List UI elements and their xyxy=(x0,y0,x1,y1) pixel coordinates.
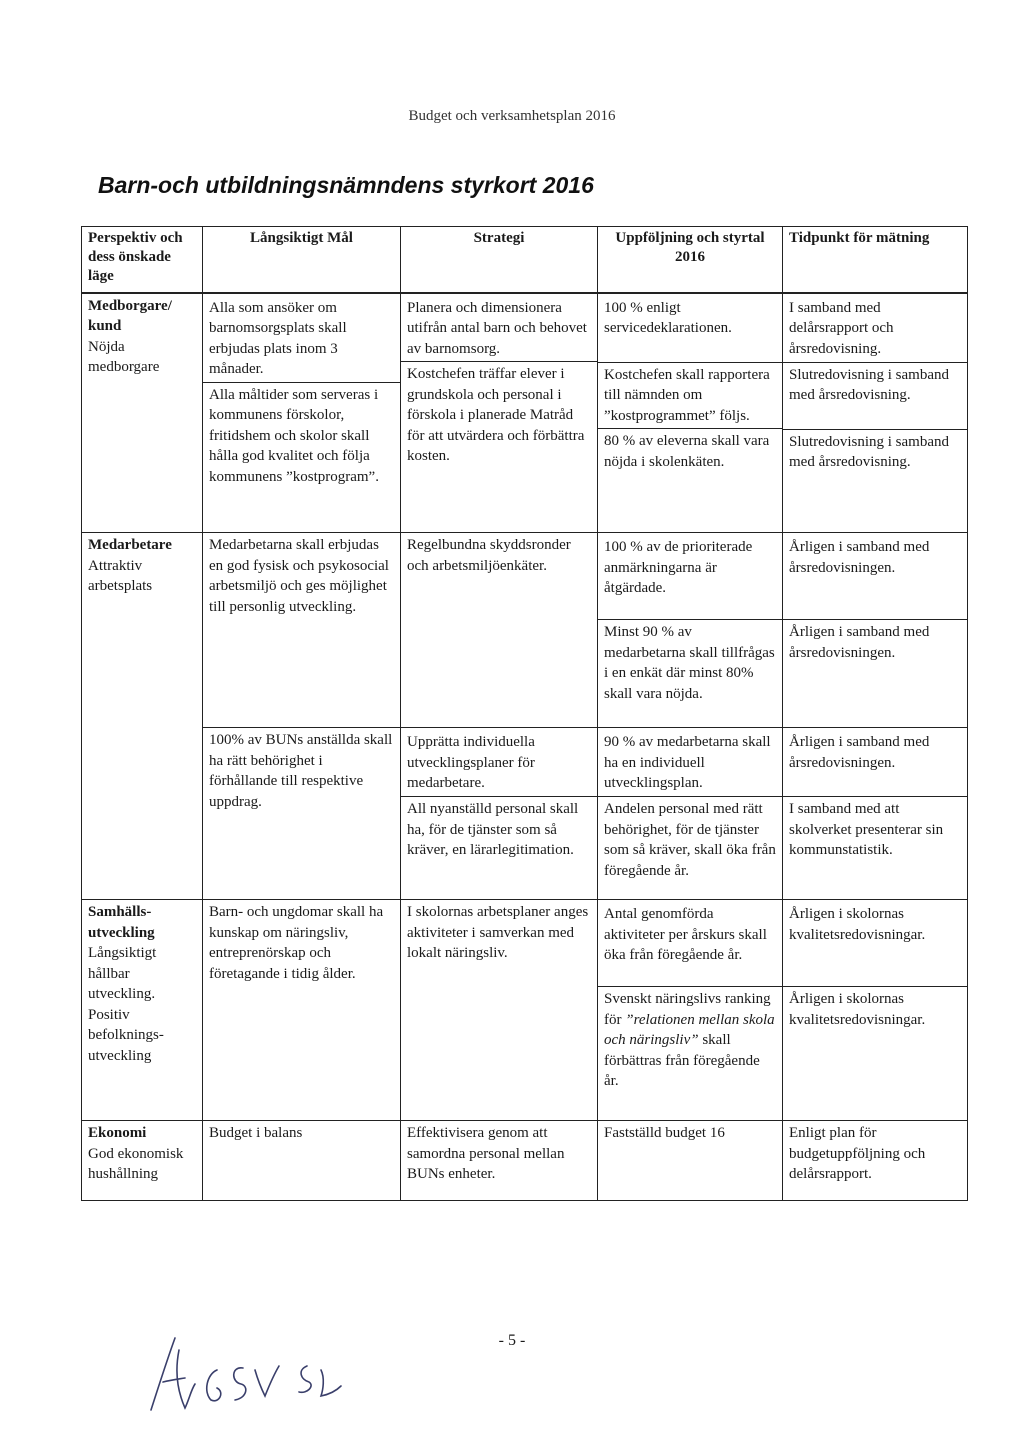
timing-cell xyxy=(783,900,968,1121)
col-header-perspective: Perspektiv och dess önskade läge xyxy=(82,227,203,293)
perspective-sub: Långsiktigt hållbar utveckling. Positiv befolknings-utveckling xyxy=(88,945,164,1064)
goal-text: 100% av BUNs anställda skall ha rätt behörighet i förhållande till respektive uppdrag. xyxy=(209,732,393,810)
goal-cell xyxy=(203,533,401,728)
goal-cell xyxy=(203,728,401,900)
col-header-followup: Uppföljning och styrtal 2016 xyxy=(598,227,783,293)
strategy-text: Planera och dimensionera utifrån antal barn och behovet av barnomsorg. xyxy=(407,299,587,357)
scorecard-table xyxy=(81,226,968,1201)
timing-text: Årligen i skolornas kvalitetsredovisningar. xyxy=(789,906,926,943)
col-header-goal: Långsiktigt Mål xyxy=(203,227,401,293)
goal-cell xyxy=(203,293,401,533)
col-header-strategy: Strategi xyxy=(401,227,598,293)
timing-cell xyxy=(783,728,968,900)
perspective-cell xyxy=(82,900,203,1121)
timing-text: Årligen i skolornas kvalitetsredovisningar. xyxy=(783,986,967,1032)
timing-text: I samband med delårsrapport och årsredovisning. xyxy=(789,299,894,357)
goal-text: Barn- och ungdomar skall ha kunskap om näringsliv, entreprenörskap och företagande i tidig ålder. xyxy=(209,904,384,982)
timing-text: Slutredovisning i samband med årsredovisning. xyxy=(783,429,967,475)
perspective-sub: God ekonomisk hushållning xyxy=(88,1145,184,1182)
perspective-heading: Medborgare/ kund xyxy=(88,297,172,334)
strategy-text: Upprätta individuella utvecklingsplaner för medarbetare. xyxy=(407,734,535,791)
strategy-text: I skolornas arbetsplaner anges aktiviteter i samverkan med lokalt näringsliv. xyxy=(407,904,589,961)
strategy-cell xyxy=(401,1121,598,1201)
perspective-sub: Attraktiv arbetsplats xyxy=(88,557,153,594)
timing-cell xyxy=(783,533,968,728)
table-row xyxy=(82,533,968,728)
followup-cell xyxy=(598,533,783,728)
followup-text-post: skall förbättras från föregående år. xyxy=(604,1032,760,1089)
perspective-cell xyxy=(82,293,203,533)
timing-text: I samband med att skolverket presenterar sin kommunstatistik. xyxy=(783,796,967,863)
strategy-text: Regelbundna skyddsronder och arbetsmiljöenkäter. xyxy=(407,537,571,574)
goal-cell xyxy=(203,1121,401,1201)
perspective-heading: Medarbetare xyxy=(88,537,172,553)
goal-text: Alla som ansöker om barnomsorgsplats skall erbjudas plats inom 3 månader. xyxy=(209,299,347,377)
goal-cell xyxy=(203,900,401,1121)
followup-text: Antal genomförda aktiviteter per årskurs skall öka från föregående år. xyxy=(604,906,767,963)
goal-text: Alla måltider som serveras i kommunens förskolor, fritidshem och skolor skall hålla god kvalitet och följa kommunens ”kostprogram”. xyxy=(203,382,400,490)
timing-text: Årligen i samband med årsredovisningen. xyxy=(783,619,967,665)
goal-text: Medarbetarna skall erbjudas en god fysisk och psykosocial arbetsmiljö och ges möjlighet till personlig utveckling. xyxy=(209,537,389,615)
followup-text: Andelen personal med rätt behörighet, för de tjänster som så kräver, skall öka från föregående år. xyxy=(598,796,782,883)
timing-text: Årligen i samband med årsredovisningen. xyxy=(789,539,930,576)
table-row xyxy=(82,1121,968,1201)
perspective-cell xyxy=(82,533,203,900)
timing-text: Årligen i samband med årsredovisningen. xyxy=(789,734,930,771)
followup-text-pre: Svenskt näringslivs ranking för xyxy=(604,991,771,1028)
strategy-cell xyxy=(401,900,598,1121)
timing-text: Enligt plan för budgetuppföljning och delårsrapport. xyxy=(789,1125,926,1182)
perspective-sub: Nöjda medborgare xyxy=(88,338,160,375)
followup-text: 80 % av eleverna skall vara nöjda i skolenkäten. xyxy=(598,428,782,474)
timing-cell xyxy=(783,1121,968,1201)
table-row xyxy=(82,728,968,900)
goal-text: Budget i balans xyxy=(209,1125,303,1141)
strategy-cell xyxy=(401,533,598,728)
table-row xyxy=(82,293,968,533)
document-title: Barn-och utbildningsnämndens styrkort 2016 xyxy=(98,172,594,198)
followup-cell xyxy=(598,728,783,900)
page-number: - 5 - xyxy=(498,1332,526,1349)
strategy-text: Effektivisera genom att samordna personal mellan BUNs enheter. xyxy=(407,1125,565,1182)
running-header: Budget och verksamhetsplan 2016 xyxy=(408,108,616,124)
table-row xyxy=(82,900,968,1121)
followup-text: 100 % av de prioriterade anmärkningarna är åtgärdade. xyxy=(604,539,753,596)
perspective-cell xyxy=(82,1121,203,1201)
strategy-text: All nyanställd personal skall ha, för de tjänster som så kräver, en lärarlegitimation. xyxy=(401,796,597,863)
followup-text: Fastställd budget 16 xyxy=(604,1125,725,1141)
followup-cell xyxy=(598,293,783,533)
perspective-heading: Ekonomi xyxy=(88,1125,147,1141)
table-header-row xyxy=(82,227,968,293)
followup-text: 100 % enligt servicedeklarationen. xyxy=(604,299,732,336)
followup-text xyxy=(598,986,782,1094)
followup-text: Kostchefen skall rapportera till nämnden om ”kostprogrammet” följs. xyxy=(598,362,782,429)
followup-text: 90 % av medarbetarna skall ha en individuell utvecklingsplan. xyxy=(604,734,771,791)
followup-text-emphasis: ”relationen mellan skola och näringsliv” xyxy=(604,1011,775,1048)
timing-cell xyxy=(783,293,968,533)
timing-text: Slutredovisning i samband med årsredovisning. xyxy=(783,362,967,429)
strategy-cell xyxy=(401,728,598,900)
strategy-cell xyxy=(401,293,598,533)
followup-text: Minst 90 % av medarbetarna skall tillfrågas i en enkät där minst 80% skall vara nöjda. xyxy=(598,619,782,706)
col-header-timing: Tidpunkt för mätning xyxy=(783,227,968,293)
perspective-heading: Samhälls-utveckling xyxy=(88,904,155,941)
followup-cell xyxy=(598,1121,783,1201)
followup-cell xyxy=(598,900,783,1121)
strategy-text: Kostchefen träffar elever i grundskola och personal i förskola i planerade Matråd för att utvärdera och förbättra kosten. xyxy=(401,361,597,469)
